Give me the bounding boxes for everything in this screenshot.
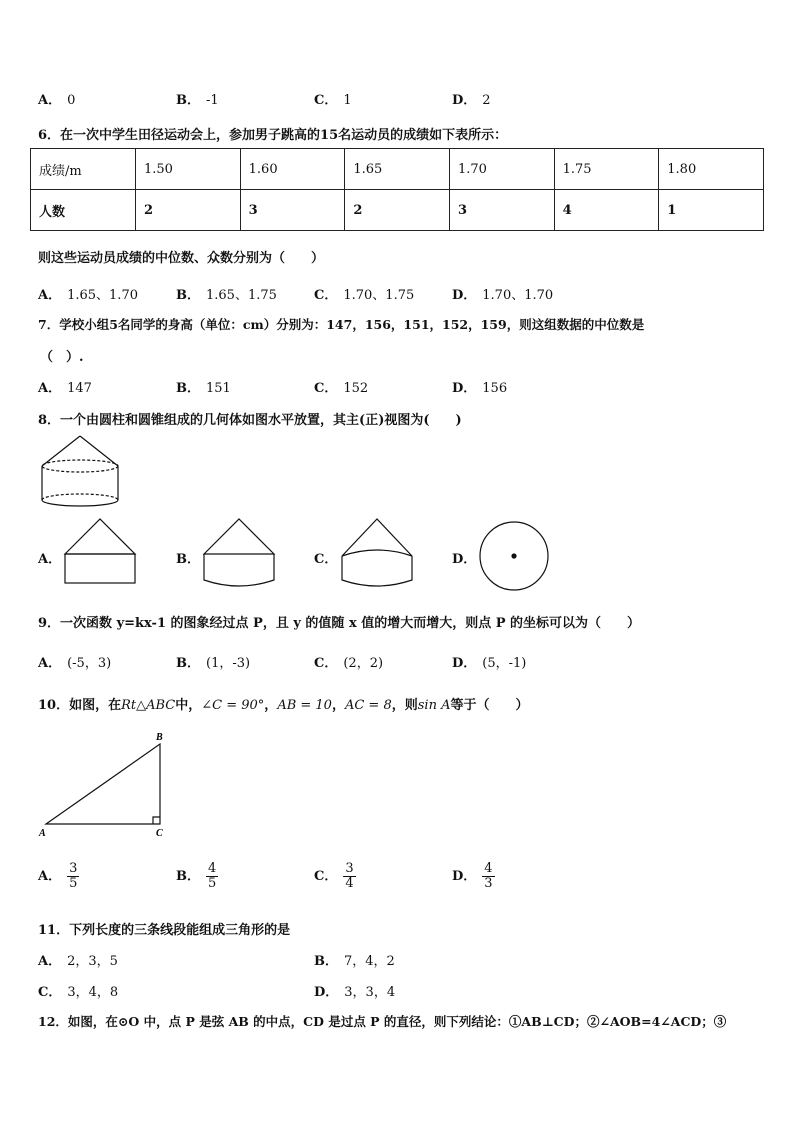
table-cell: 2	[136, 190, 241, 231]
option-label: D．	[452, 288, 477, 303]
option-label: C．	[38, 985, 62, 1000]
stem-text: 中，	[175, 698, 202, 713]
q5-option-d	[452, 89, 491, 108]
option-label: B．	[176, 869, 200, 884]
option-value: 1.65、1.70	[67, 288, 138, 303]
q11-option-b	[314, 950, 395, 969]
q7-stem: 7．学校小组5名同学的身高（单位：cm）分别为：147，156，151，152，159，则这组数据的中位数是	[38, 317, 645, 332]
q9-option-b	[176, 652, 250, 671]
option-label: A．	[38, 869, 62, 884]
option-value: 151	[206, 381, 231, 396]
q10-option-b	[176, 862, 218, 891]
stem-text: 等于（ ）	[450, 698, 529, 713]
table-row	[31, 149, 764, 190]
q11-option-c	[38, 981, 118, 1000]
numerator: 4	[208, 861, 217, 876]
q7-option-c	[314, 377, 368, 396]
option-label: B．	[176, 552, 200, 567]
vertex-label-a: A	[39, 828, 46, 839]
option-label: C．	[314, 381, 338, 396]
option-label: A．	[38, 288, 62, 303]
option-value: 0	[67, 93, 76, 108]
q5-option-a	[38, 89, 75, 108]
option-label: B．	[176, 93, 200, 108]
right-triangle-figure	[36, 730, 176, 840]
option-label: D．	[452, 381, 477, 396]
table-cell: 1	[659, 190, 764, 231]
option-value: 1	[343, 93, 352, 108]
q7-stem-cont: （ ）.	[40, 350, 84, 365]
table-cell: 4	[554, 190, 659, 231]
q8-stem: 8．一个由圆柱和圆锥组成的几何体如图水平放置，其主(正)视图为( )	[38, 413, 462, 428]
option-label: D．	[314, 985, 339, 1000]
option-value: 1.70、1.75	[343, 288, 415, 303]
table-cell: 1.75	[554, 149, 659, 190]
q9-option-a	[38, 652, 111, 671]
option-label: B．	[176, 288, 200, 303]
q5-option-c	[314, 89, 352, 108]
option-value: 2，3，5	[67, 954, 118, 969]
option-label: B．	[176, 656, 200, 671]
q11-stem: 11．下列长度的三条线段能组成三角形的是	[38, 923, 291, 938]
option-label: B．	[176, 381, 200, 396]
fraction	[206, 862, 218, 891]
q8-option-a	[38, 548, 67, 567]
table-cell: 1.50	[136, 149, 241, 190]
option-value: (5，-1)	[482, 656, 527, 671]
stem-text: ，则	[391, 698, 418, 713]
option-value: 3，3，4	[344, 985, 396, 1000]
q11-option-a	[38, 950, 118, 969]
stem-text: ，	[331, 698, 345, 713]
q6-option-a	[38, 284, 138, 303]
q6-option-b	[176, 284, 277, 303]
numerator: 3	[69, 861, 78, 876]
option-label: A．	[38, 656, 62, 671]
option-value: -1	[206, 93, 219, 108]
option-label: A．	[38, 381, 62, 396]
option-value: 2	[482, 93, 491, 108]
table-header-label: 成绩/m	[31, 149, 136, 190]
vertex-label-c: C	[156, 828, 163, 839]
option-label: D．	[452, 869, 477, 884]
numerator: 4	[484, 861, 493, 876]
cylinder-cone-solid-figure	[38, 432, 122, 512]
option-label: D．	[452, 93, 477, 108]
table-cell: 3	[449, 190, 554, 231]
vertex-label-b: B	[156, 732, 163, 743]
table-cell: 1.60	[240, 149, 345, 190]
q9-option-d	[452, 652, 526, 671]
denominator: 4	[345, 876, 354, 891]
numerator: 3	[345, 861, 354, 876]
q6-option-c	[314, 284, 414, 303]
q10-option-a	[38, 862, 79, 891]
option-label: C．	[314, 288, 338, 303]
denominator: 3	[484, 876, 493, 891]
option-value: 3，4，8	[67, 985, 119, 1000]
option-d-figure	[478, 520, 550, 592]
table-cell: 3	[240, 190, 345, 231]
math-expression: sin A	[417, 698, 451, 713]
option-value: 152	[343, 381, 369, 396]
q12-stem: 12．如图，在⊙O 中，点 P 是弦 AB 的中点，CD 是过点 P 的直径，则下列结论：①AB⊥CD；②∠AOB=4∠ACD；③	[38, 1014, 727, 1029]
q10-option-d	[452, 862, 495, 891]
option-c-figure	[341, 518, 413, 590]
option-value: 7，4，2	[344, 954, 395, 969]
q7-option-b	[176, 377, 231, 396]
q7-option-a	[38, 377, 92, 396]
fraction	[482, 862, 494, 891]
stem-text: 10．如图，在	[38, 698, 122, 713]
table-cell: 1.70	[449, 149, 554, 190]
option-value: (2，2)	[343, 656, 384, 671]
option-value: 1.65、1.75	[206, 288, 277, 303]
option-label: A．	[38, 93, 62, 108]
q6-question: 则这些运动员成绩的中位数、众数分别为（ ）	[38, 251, 325, 266]
q6-stem: 6．在一次中学生田径运动会上，参加男子跳高的15名运动员的成绩如下表所示：	[38, 128, 508, 143]
math-expression: ∠C = 90°	[201, 698, 265, 713]
q9-stem: 9．一次函数 y=kx-1 的图象经过点 P，且 y 的值随 x 值的增大而增大，则点 P 的坐标可以为（ ）	[38, 616, 641, 631]
option-value: 1.70、1.70	[482, 288, 554, 303]
q10-option-c	[314, 862, 356, 891]
table-row	[31, 190, 764, 231]
math-expression: AC = 8	[344, 698, 392, 713]
q8-option-c	[314, 548, 343, 567]
table-count-label: 人数	[31, 190, 136, 231]
q6-option-d	[452, 284, 553, 303]
option-label: C．	[314, 552, 338, 567]
option-value: 147	[67, 381, 92, 396]
math-expression: AB = 10	[277, 698, 332, 713]
table-cell: 1.80	[659, 149, 764, 190]
option-label: C．	[314, 93, 338, 108]
option-label: C．	[314, 869, 338, 884]
option-value: (1，-3)	[206, 656, 251, 671]
stem-text: ，	[264, 698, 278, 713]
q7-option-d	[452, 377, 507, 396]
option-label: D．	[452, 552, 477, 567]
option-label: A．	[38, 552, 62, 567]
option-label: C．	[314, 656, 338, 671]
denominator: 5	[208, 876, 217, 891]
q5-option-b	[176, 89, 219, 108]
q10-stem	[38, 694, 529, 713]
fraction	[343, 862, 355, 891]
fraction	[67, 862, 79, 891]
score-table	[30, 148, 764, 231]
option-label: D．	[452, 656, 477, 671]
math-expression: Rt△ABC	[121, 698, 176, 713]
option-label: B．	[314, 954, 338, 969]
q11-option-d	[314, 981, 395, 1000]
option-value: (-5，3)	[67, 656, 112, 671]
table-cell: 1.65	[345, 149, 450, 190]
q8-option-b	[176, 548, 206, 567]
option-b-figure	[203, 518, 275, 590]
option-a-figure	[64, 518, 136, 586]
denominator: 5	[69, 876, 78, 891]
option-value: 156	[482, 381, 508, 396]
table-cell: 2	[345, 190, 450, 231]
q9-option-c	[314, 652, 383, 671]
option-label: A．	[38, 954, 62, 969]
